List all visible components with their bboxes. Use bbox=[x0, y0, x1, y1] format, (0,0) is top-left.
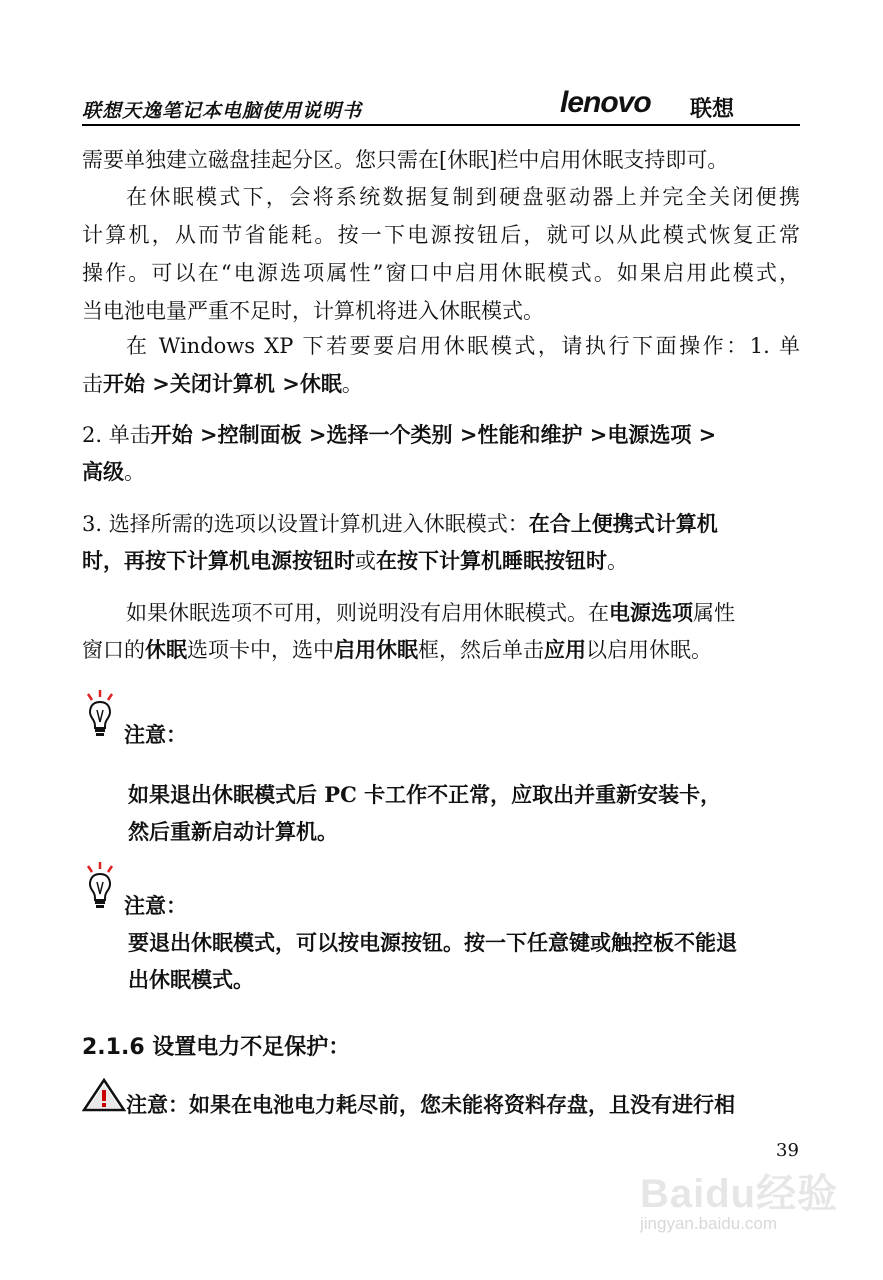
ui-term: 启用休眠 bbox=[334, 637, 418, 662]
text-run: 如果休眠选项不可用，则说明没有启用休眠模式。在 bbox=[126, 601, 609, 625]
baidu-watermark-logo: Baidu经验 bbox=[640, 1172, 839, 1216]
ui-term: 应用 bbox=[544, 637, 586, 662]
paragraph-line bbox=[82, 542, 800, 580]
menu-path: 开始 >控制面板 >选择一个类别 >性能和维护 >电源选项 > bbox=[150, 422, 717, 447]
lenovo-logo-cn: 联想 bbox=[690, 97, 735, 122]
note-label: 注意： bbox=[124, 893, 187, 918]
note-text: 要退出休眠模式，可以按电源按钮。按一下任意键或触控板不能退 bbox=[128, 930, 737, 955]
option-text: 在按下计算机睡眠按钮时 bbox=[376, 548, 607, 573]
paragraph-line bbox=[126, 594, 800, 632]
note-text: 出休眠模式。 bbox=[128, 967, 254, 992]
paragraph-line: 需要单独建立磁盘挂起分区。您只需在[休眠]栏中启用休眠支持即可。 bbox=[82, 148, 729, 172]
text-run: 属性 bbox=[693, 601, 735, 625]
warning-text: 注意：如果在电池电力耗尽前，您未能将资料存盘，且没有进行相 bbox=[126, 1092, 735, 1117]
text-run: 窗口的 bbox=[82, 638, 145, 662]
text-run: 击 bbox=[82, 372, 103, 396]
text-run: 。 bbox=[341, 372, 363, 396]
text-run: 3. 选择所需的选项以设置计算机进入休眠模式： bbox=[82, 512, 529, 536]
option-text: 时，再按下计算机电源按钮时 bbox=[82, 548, 355, 573]
manual-title: 联想天逸笔记本电脑使用说明书 bbox=[82, 100, 363, 122]
text-run: 框，然后单击 bbox=[418, 638, 544, 662]
paragraph-line bbox=[82, 365, 800, 403]
lenovo-logo: lenovo bbox=[560, 86, 651, 119]
text-run: 。 bbox=[607, 549, 628, 573]
lightbulb-icon bbox=[80, 860, 122, 916]
paragraph-line: 当电池电量严重不足时，计算机将进入休眠模式。 bbox=[82, 299, 544, 323]
text-run: 2. 单击 bbox=[82, 423, 151, 447]
menu-path: 开始 >关闭计算机 >休眠 bbox=[103, 371, 342, 396]
page-number: 39 bbox=[776, 1140, 799, 1161]
menu-path: 高级 bbox=[82, 459, 124, 484]
ui-term: 休眠 bbox=[145, 637, 187, 662]
paragraph-line bbox=[82, 453, 800, 491]
section-heading: 2.1.6 设置电力不足保护： bbox=[82, 1035, 351, 1060]
header-rule bbox=[82, 124, 800, 126]
text-run: 或 bbox=[355, 549, 376, 573]
paragraph-line: 操作。可以在“电源选项属性”窗口中启用休眠模式。如果启用此模式， bbox=[82, 261, 800, 285]
text-run: 以启用休眠。 bbox=[586, 638, 712, 662]
text-run: 。 bbox=[124, 460, 145, 484]
paragraph-line bbox=[82, 631, 800, 669]
option-text: 在合上便携式计算机 bbox=[528, 511, 718, 536]
note-text: 如果退出休眠模式后 PC 卡工作不正常，应取出并重新安装卡， bbox=[128, 782, 722, 807]
lightbulb-icon bbox=[80, 688, 122, 744]
paragraph-line: 在休眠模式下，会将系统数据复制到硬盘驱动器上并完全关闭便携 bbox=[126, 185, 800, 209]
ui-term: 电源选项 bbox=[609, 600, 693, 625]
note-label: 注意： bbox=[124, 722, 187, 747]
paragraph-line: 计算机，从而节省能耗。按一下电源按钮后，就可以从此模式恢复正常 bbox=[82, 223, 800, 247]
baidu-watermark-url: jingyan.baidu.com bbox=[640, 1214, 778, 1233]
paragraph-line bbox=[82, 416, 800, 454]
paragraph-line: 在 Windows XP 下若要要启用休眠模式，请执行下面操作：1. 单 bbox=[126, 334, 800, 358]
paragraph-line bbox=[82, 505, 800, 543]
note-text: 然后重新启动计算机。 bbox=[128, 819, 338, 844]
text-run: 选项卡中，选中 bbox=[187, 638, 334, 662]
warning-icon bbox=[82, 1078, 126, 1112]
